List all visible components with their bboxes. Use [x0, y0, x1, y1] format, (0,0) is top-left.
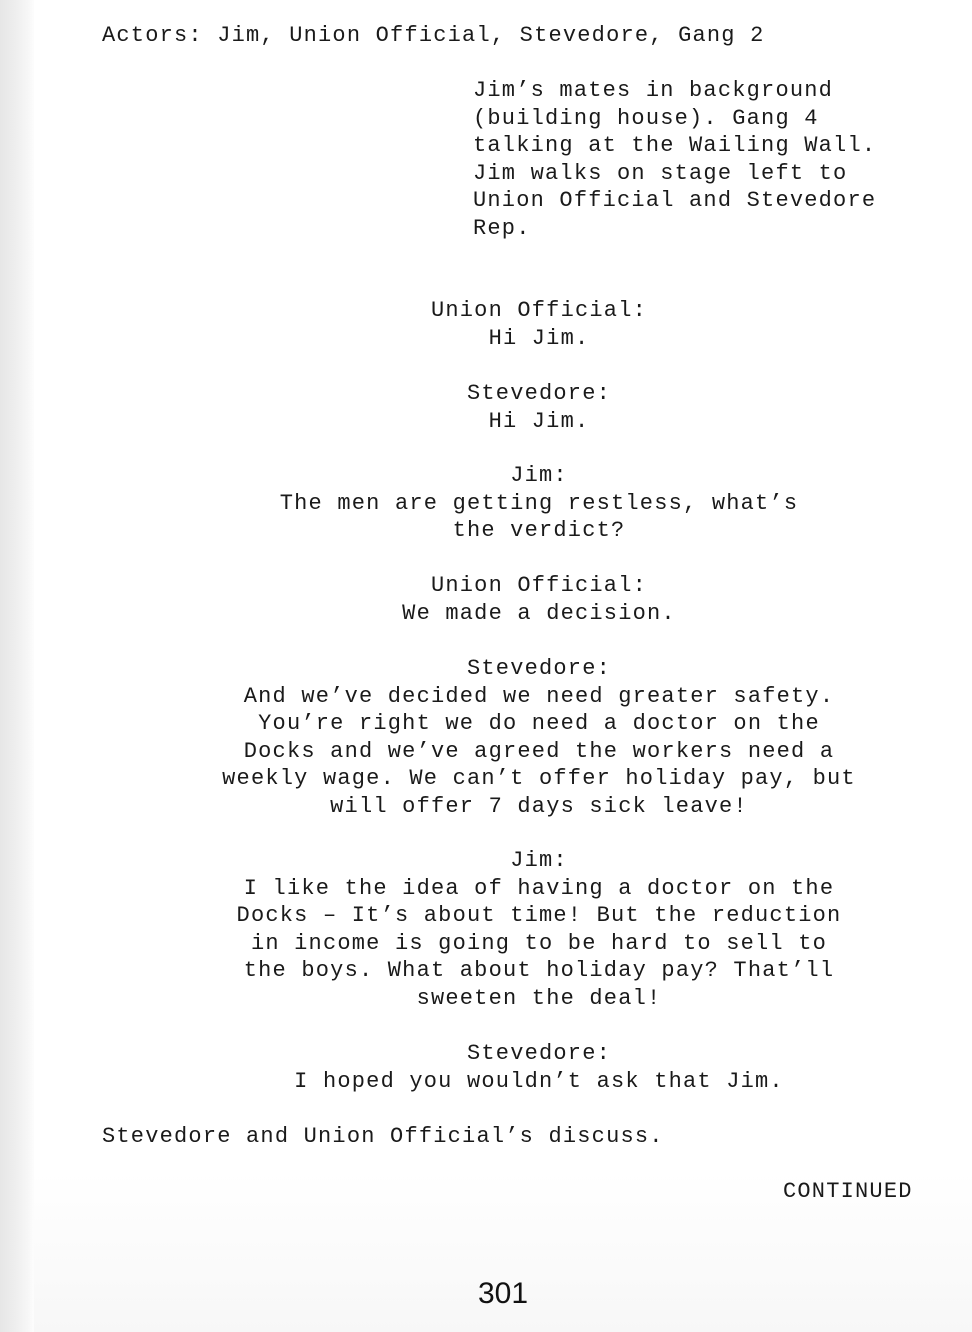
page-number: 301 — [477, 1277, 529, 1310]
dialogue-line: Hi Jim. — [488, 408, 590, 434]
script-page — [34, 0, 972, 1332]
dialogue-line: weekly wage. We can’t offer holiday pay, but — [222, 766, 856, 791]
dialogue-line: You’re right we do need a doctor on the — [258, 711, 820, 736]
dialogue-line: the boys. What about holiday pay? That’ll — [243, 958, 835, 983]
dialogue-block — [194, 462, 884, 545]
stage-direction-line: Union Official and Stevedore — [473, 188, 877, 213]
dialogue-block — [194, 572, 884, 627]
speaker-name: Jim: — [510, 848, 568, 873]
continued-marker: CONTINUED — [783, 1179, 913, 1204]
dialogue-block — [194, 380, 884, 435]
dialogue-line: We made a decision. — [402, 600, 676, 626]
dialogue-line: sweeten the deal! — [416, 985, 662, 1011]
dialogue-line: And we’ve decided we need greater safety. — [243, 683, 835, 709]
dialogue-line: in income is going to be hard to sell to — [250, 930, 828, 956]
dialogue-block — [194, 655, 884, 820]
stage-direction-line: (building house). Gang 4 — [473, 105, 819, 131]
dialogue-line: will offer 7 days sick leave! — [330, 793, 748, 819]
action-line: Stevedore and Union Official’s discuss. — [102, 1124, 664, 1149]
stage-direction-line: talking at the Wailing Wall. — [473, 133, 877, 158]
speaker-name: Stevedore: — [466, 1041, 612, 1066]
dialogue-line: Hi Jim. — [488, 325, 590, 351]
stage-direction-line: Rep. — [473, 215, 531, 241]
dialogue-line: The men are getting restless, what’s — [279, 490, 799, 516]
dialogue-block — [194, 1040, 884, 1095]
dialogue-line: Docks and we’ve agreed the workers need a — [243, 738, 835, 764]
dialogue-line: the verdict? — [452, 518, 626, 543]
dialogue-block — [194, 297, 884, 352]
dialogue-block — [194, 847, 884, 1012]
speaker-name: Union Official: — [430, 298, 648, 323]
stage-direction-line: Jim walks on stage left to — [473, 160, 848, 186]
speaker-name: Stevedore: — [466, 381, 612, 406]
page-gutter-shadow — [0, 0, 34, 1332]
speaker-name: Stevedore: — [466, 656, 612, 681]
speaker-name: Jim: — [510, 463, 568, 488]
actors-line: Actors: Jim, Union Official, Stevedore, Gang 2 — [102, 23, 765, 48]
dialogue-line: I like the idea of having a doctor on the — [243, 875, 835, 901]
stage-direction-line: Jim’s mates in background — [473, 78, 834, 103]
dialogue-line: I hoped you wouldn’t ask that Jim. — [294, 1068, 784, 1094]
speaker-name: Union Official: — [430, 573, 648, 598]
stage-direction — [473, 77, 876, 242]
dialogue-line: Docks – It’s about time! But the reduction — [236, 903, 842, 928]
